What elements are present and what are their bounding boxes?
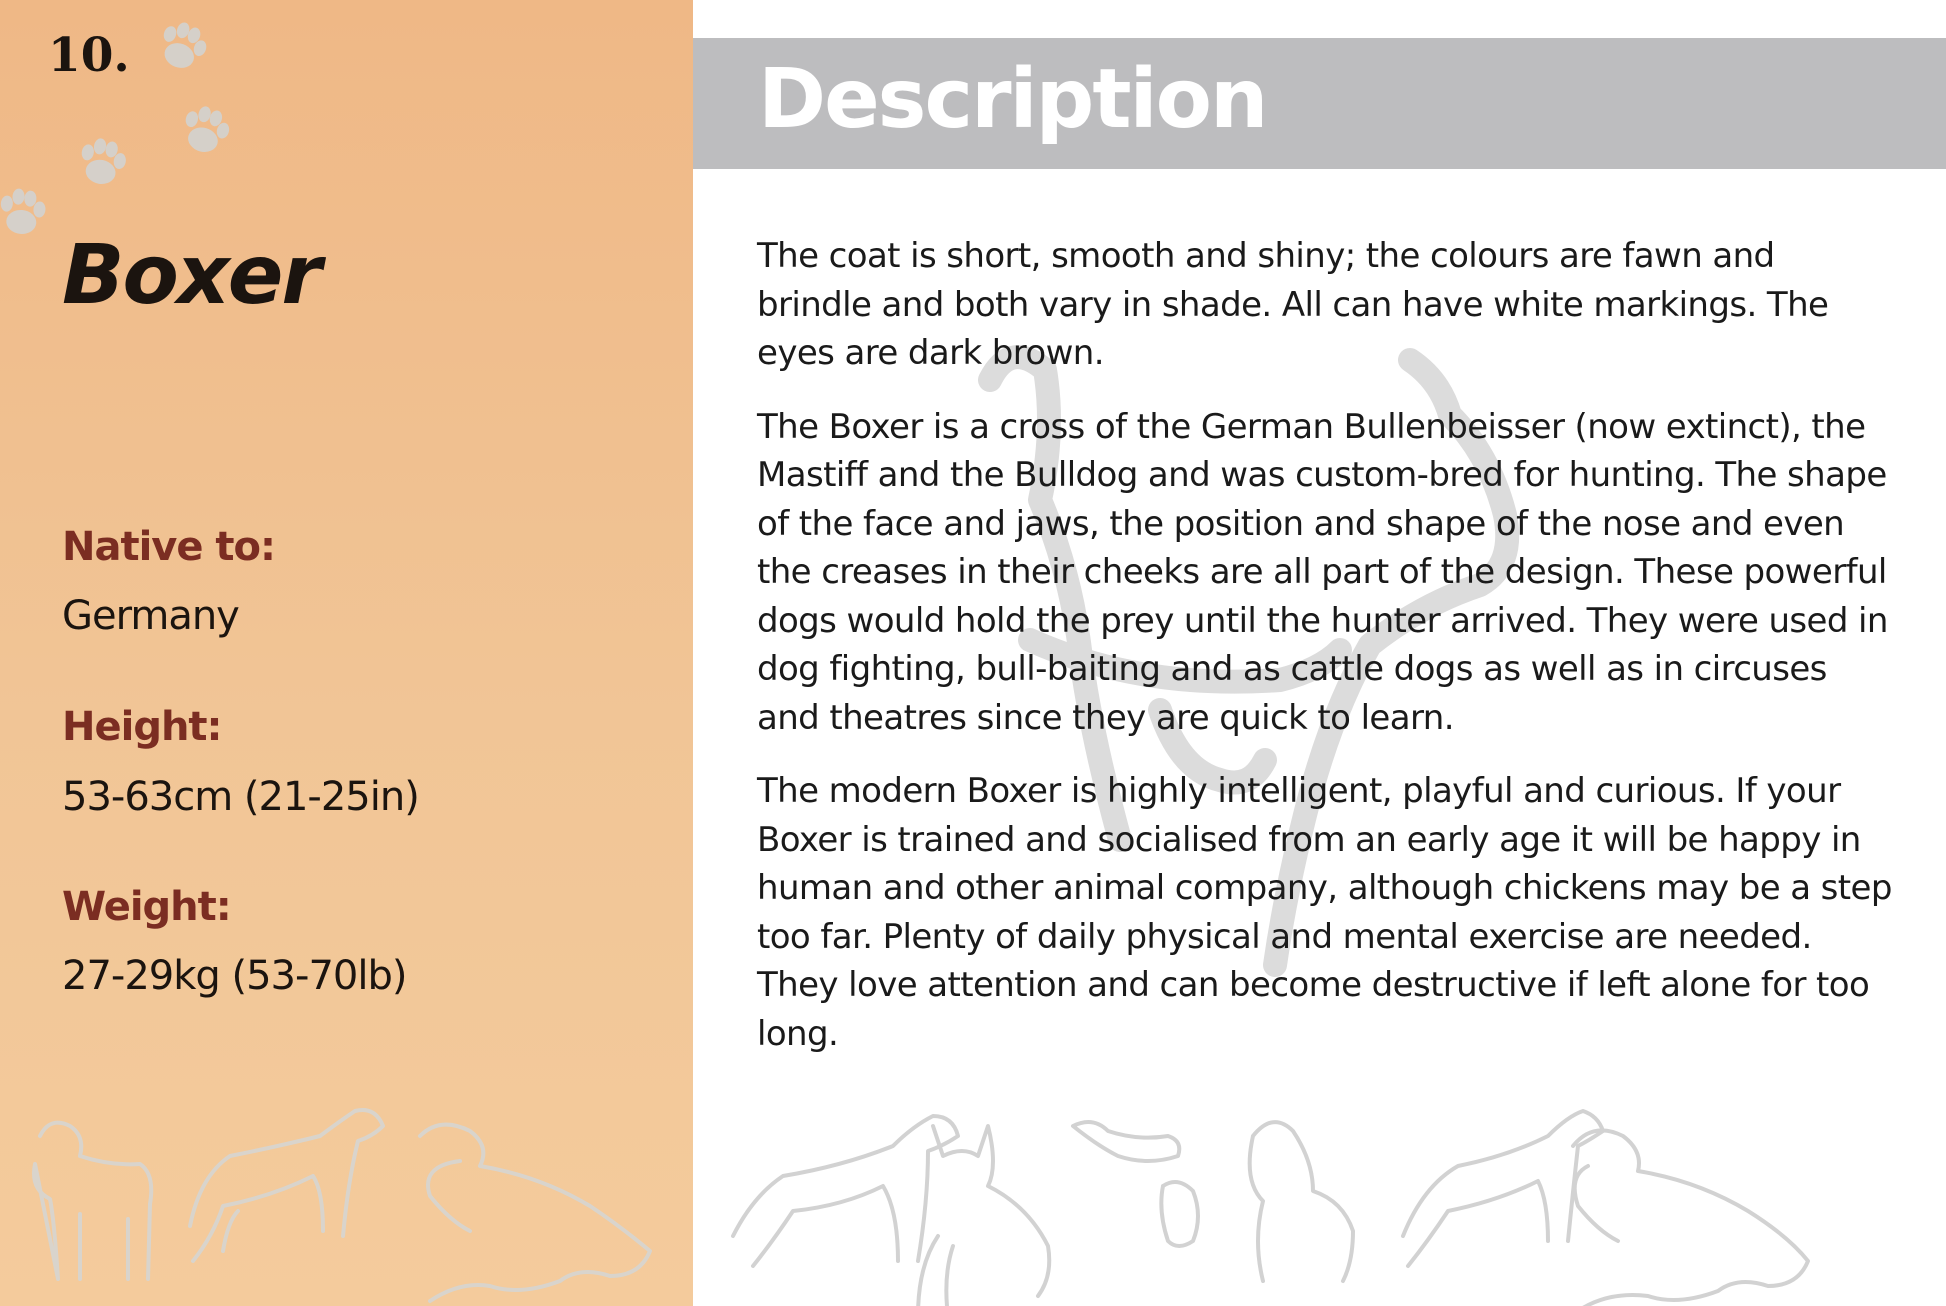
section-title: Description — [758, 52, 1267, 147]
native-to-value: Germany — [62, 593, 239, 639]
weight-value: 27-29kg (53-70lb) — [62, 953, 407, 999]
paw-print-icon — [179, 102, 234, 157]
dog-outline-icon — [1250, 1122, 1353, 1281]
card-number: 10. — [48, 28, 130, 83]
dog-outline-icon — [420, 1125, 650, 1301]
dog-outline-icon — [1073, 1122, 1198, 1246]
description-paragraph: The modern Boxer is highly intelligent, playful and curious. If your Boxer is trained and socialised from an early age it will be happy in human and other animal company, although chickens may be a step too far. Plenty of daily physical and mental exercise are needed. They love attention and can become destructive if left alone for too long. — [757, 771, 1892, 1054]
breed-info-panel — [0, 0, 693, 1306]
dog-outlines-right — [693, 1106, 1946, 1306]
paw-print-icon — [77, 136, 129, 188]
dog-outline-icon — [1573, 1130, 1808, 1306]
height-value: 53-63cm (21-25in) — [62, 774, 419, 820]
weight-label: Weight: — [62, 884, 231, 930]
native-to-label: Native to: — [62, 524, 276, 570]
description-paragraph: The Boxer is a cross of the German Bullenbeisser (now extinct), the Mastiff and the Bulldog and was custom-bred for hunting. The shape of the face and jaws, the position and shape of the nose and even the creases in their cheeks are all part of the design. These powerful dogs would hold the prey until the hunter arrived. They were used in dog fighting, bull-baiting and as cattle dogs as well as in circuses and theatres since they are quick to learn. — [757, 406, 1888, 738]
description-paragraph: The coat is short, smooth and shiny; the colours are fawn and brindle and both vary in shade. All can have white markings. The eyes are dark brown. — [757, 236, 1829, 373]
paw-prints-decoration — [0, 0, 260, 260]
breed-name: Boxer — [62, 228, 320, 323]
paw-print-icon — [154, 17, 212, 75]
dog-outline-icon — [190, 1110, 383, 1261]
dog-outline-icon — [34, 1123, 151, 1279]
paw-print-icon — [0, 187, 47, 236]
description-header — [693, 38, 1946, 169]
description-body — [757, 232, 1897, 1083]
height-label: Height: — [62, 704, 222, 750]
dog-outline-icon — [918, 1126, 1049, 1306]
dog-outline-icon — [733, 1116, 958, 1266]
dog-outlines-left — [0, 1106, 693, 1306]
